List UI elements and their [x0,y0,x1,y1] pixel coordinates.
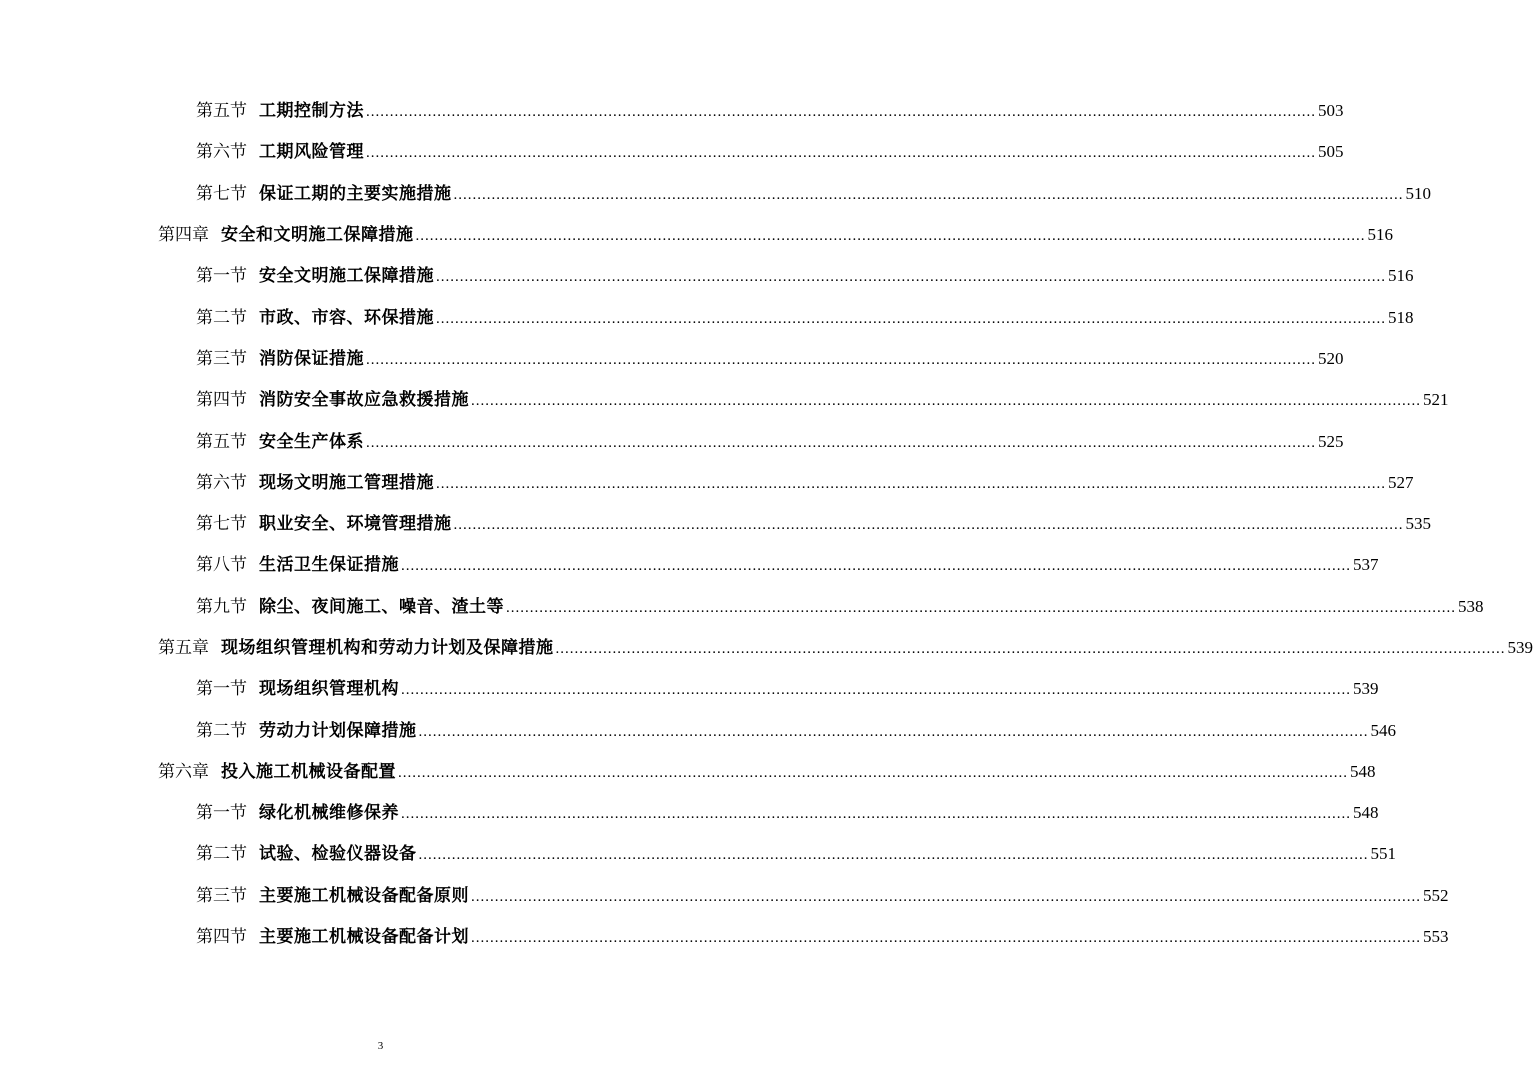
toc-leader-dots: ........................................................................................................................................................................................................ [401,558,1351,575]
toc-entry[interactable] [0,710,1396,751]
toc-entry[interactable] [0,587,1484,628]
toc-entry-title: 市政、市容、环保措施 [259,307,434,328]
toc-leader-dots: ........................................................................................................................................................................................................ [398,764,1348,781]
toc-entry-chapter[interactable] [0,628,1533,669]
toc-entry-page: 548 [1350,761,1376,781]
toc-entry-title: 消防安全事故应急救援措施 [259,390,469,411]
toc-entry[interactable] [0,380,1449,421]
toc-leader-dots: ........................................................................................................................................................................................................ [401,682,1351,699]
toc-entry-number: 第四章 [158,225,209,246]
toc-entry-page: 503 [1318,101,1344,121]
toc-entry-title: 职业安全、环境管理措施 [259,514,452,535]
toc-entry[interactable] [0,504,1431,545]
toc-entry-page: 551 [1370,844,1396,864]
toc-entry-number: 第二节 [196,844,247,865]
toc-entry-number: 第七节 [196,514,247,535]
toc-entry-title: 除尘、夜间施工、噪音、渣土等 [259,596,504,617]
toc-entry[interactable] [0,876,1449,917]
toc-entry-number: 第五节 [196,101,247,122]
toc-leader-dots: ........................................................................................................................................................................................................ [401,806,1351,823]
toc-entry-page: 520 [1318,348,1344,368]
toc-entry-number: 第九节 [196,596,247,617]
toc-entry-number: 第八节 [196,555,247,576]
toc-entry-title: 保证工期的主要实施措施 [259,183,452,204]
toc-entry-page: 516 [1367,225,1393,245]
toc-leader-dots: ........................................................................................................................................................................................................ [418,847,1369,864]
toc-leader-dots: ........................................................................................................................................................................................................ [415,228,1366,245]
toc-leader-dots: ........................................................................................................................................................................................................ [471,393,1421,410]
toc-leader-dots: ........................................................................................................................................................................................................ [418,723,1369,740]
toc-entry-page: 527 [1388,472,1414,492]
toc-entry-page: 518 [1388,307,1414,327]
toc-leader-dots: ........................................................................................................................................................................................................ [436,475,1386,492]
toc-entry[interactable] [0,256,1414,297]
toc-entry-number: 第二节 [196,720,247,741]
toc-entry-title: 工期控制方法 [259,101,364,122]
toc-entry-page: 539 [1353,679,1379,699]
toc-entry-page: 538 [1458,596,1484,616]
toc-entry-title: 现场文明施工管理措施 [259,472,434,493]
toc-leader-dots: ........................................................................................................................................................................................................ [366,351,1316,368]
toc-entry-number: 第四节 [196,390,247,411]
toc-entry[interactable] [0,421,1344,462]
toc-entry-number: 第五节 [196,431,247,452]
toc-entry-number: 第一节 [196,679,247,700]
toc-entry-number: 第六节 [196,142,247,163]
toc-entry-page: 553 [1423,927,1449,947]
toc-entry[interactable] [0,793,1379,834]
toc-entry[interactable] [0,917,1449,958]
toc-leader-dots: ........................................................................................................................................................................................................ [436,269,1386,286]
toc-entry-title: 现场组织管理机构和劳动力计划及保障措施 [221,638,554,658]
toc-entry-number: 第一节 [196,803,247,824]
toc-entry-title: 安全文明施工保障措施 [259,266,434,287]
toc-entry-title: 主要施工机械设备配备计划 [259,927,469,948]
toc-entry-title: 安全生产体系 [259,431,364,452]
toc-entry-page: 539 [1507,638,1533,657]
toc-entry[interactable] [0,463,1414,504]
toc-leader-dots: ........................................................................................................................................................................................................ [436,310,1386,327]
toc-entry-title: 试验、检验仪器设备 [259,844,417,865]
toc-leader-dots: ........................................................................................................................................................................................................ [453,186,1404,203]
toc-entry[interactable] [0,669,1379,710]
toc-entry[interactable] [0,132,1344,173]
table-of-contents [0,91,1533,958]
toc-entry-page: 516 [1388,266,1414,286]
toc-entry-title: 工期风险管理 [259,142,364,163]
toc-leader-dots: ........................................................................................................................................................................................................ [555,641,1506,657]
toc-entry-title: 投入施工机械设备配置 [221,761,396,782]
toc-entry-title: 安全和文明施工保障措施 [221,225,414,246]
toc-entry-page: 535 [1405,514,1431,534]
toc-entry-title: 劳动力计划保障措施 [259,720,417,741]
toc-entry-page: 525 [1318,431,1344,451]
toc-entry-number: 第四节 [196,927,247,948]
toc-entry[interactable] [0,297,1414,338]
toc-entry-title: 主要施工机械设备配备原则 [259,885,469,906]
toc-entry[interactable] [0,91,1344,132]
toc-entry-page: 505 [1318,142,1344,162]
page-number: 3 [377,1040,384,1052]
toc-entry-page: 548 [1353,803,1379,823]
toc-entry-number: 第五章 [158,638,209,658]
toc-leader-dots: ........................................................................................................................................................................................................ [453,517,1404,534]
toc-entry[interactable] [0,339,1344,380]
toc-entry-page: 552 [1423,885,1449,905]
toc-entry-page: 510 [1405,183,1431,203]
toc-entry-title: 生活卫生保证措施 [259,555,399,576]
toc-entry-title: 消防保证措施 [259,348,364,369]
toc-leader-dots: ........................................................................................................................................................................................................ [471,930,1421,947]
toc-entry-number: 第七节 [196,183,247,204]
toc-entry-number: 第三节 [196,348,247,369]
toc-entry-number: 第三节 [196,885,247,906]
toc-entry-title: 现场组织管理机构 [259,679,399,700]
toc-entry-number: 第六节 [196,472,247,493]
toc-entry-title: 绿化机械维修保养 [259,803,399,824]
toc-leader-dots: ........................................................................................................................................................................................................ [471,888,1421,905]
toc-entry-page: 537 [1353,555,1379,575]
toc-entry-chapter[interactable] [0,752,1376,793]
toc-entry-number: 第二节 [196,307,247,328]
toc-leader-dots: ........................................................................................................................................................................................................ [506,599,1456,616]
toc-leader-dots: ........................................................................................................................................................................................................ [366,145,1316,162]
toc-leader-dots: ........................................................................................................................................................................................................ [366,104,1316,121]
toc-leader-dots: ........................................................................................................................................................................................................ [366,434,1316,451]
toc-entry[interactable] [0,174,1431,215]
toc-entry-number: 第六章 [158,761,209,782]
toc-entry-chapter[interactable] [0,215,1393,256]
toc-entry-page: 546 [1370,720,1396,740]
toc-entry[interactable] [0,545,1379,586]
toc-entry-number: 第一节 [196,266,247,287]
toc-entry-page: 521 [1423,390,1449,410]
toc-entry[interactable] [0,834,1396,875]
